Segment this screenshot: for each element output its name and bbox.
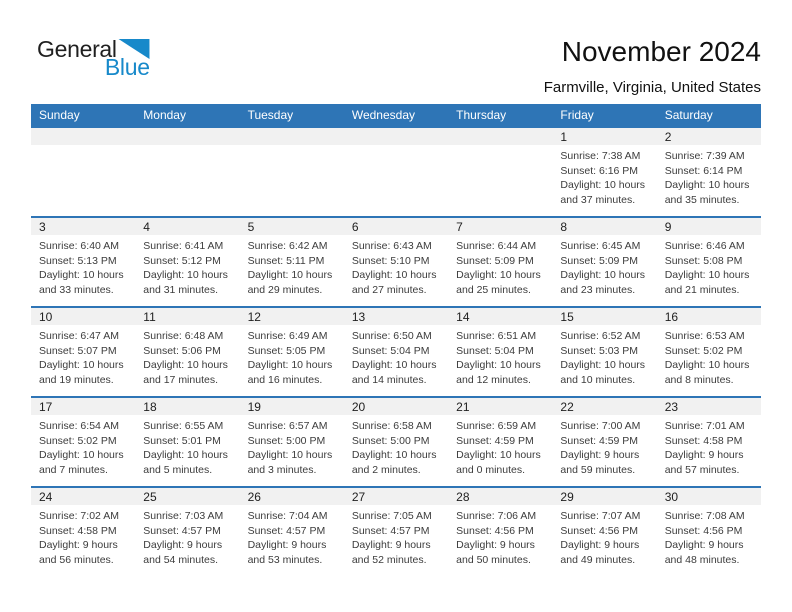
daylight-minutes-text: and 27 minutes. [351, 283, 427, 296]
daylight-minutes-text: and 8 minutes. [664, 373, 734, 386]
day-number: 19 [240, 398, 344, 415]
day-cell-6 [344, 218, 448, 306]
day-details [552, 145, 656, 207]
empty-day-number-strip [31, 128, 135, 145]
sunrise-text: Sunrise: 6:42 AM [247, 240, 328, 252]
day-details [240, 415, 344, 477]
day-details [657, 415, 761, 477]
daylight-minutes-text: and 48 minutes. [664, 553, 740, 566]
day-cell-17 [31, 398, 135, 486]
sunset-text: Sunset: 5:01 PM [143, 434, 221, 447]
daylight-hours-text: Daylight: 10 hours [560, 359, 646, 371]
day-details [31, 505, 135, 567]
day-details [552, 325, 656, 387]
day-cell-7 [448, 218, 552, 306]
sunset-text: Sunset: 5:02 PM [39, 434, 117, 447]
daylight-minutes-text: and 35 minutes. [664, 193, 740, 206]
day-number: 3 [31, 218, 135, 235]
day-details [135, 415, 239, 477]
day-cell-1 [552, 128, 656, 216]
day-cell-3 [31, 218, 135, 306]
day-cell-18 [135, 398, 239, 486]
day-cell-2 [657, 128, 761, 216]
day-cell-29 [552, 488, 656, 576]
day-cell-26 [240, 488, 344, 576]
sunrise-text: Sunrise: 7:08 AM [664, 510, 745, 522]
week-row-1 [31, 126, 761, 216]
day-details [657, 325, 761, 387]
daylight-hours-text: Daylight: 10 hours [143, 359, 228, 371]
day-details [240, 235, 344, 297]
sunrise-text: Sunrise: 7:00 AM [560, 420, 641, 432]
day-number: 15 [552, 308, 656, 325]
day-number: 10 [31, 308, 135, 325]
daylight-minutes-text: and 52 minutes. [351, 553, 427, 566]
daylight-minutes-text: and 53 minutes. [247, 553, 323, 566]
sunset-text: Sunset: 5:06 PM [143, 344, 221, 357]
daylight-hours-text: Daylight: 10 hours [351, 269, 437, 281]
sunrise-text: Sunrise: 6:53 AM [664, 330, 745, 342]
empty-day-number-strip [135, 128, 239, 145]
sunset-text: Sunset: 4:56 PM [456, 524, 534, 537]
daylight-minutes-text: and 3 minutes. [247, 463, 317, 476]
day-cell-14 [448, 308, 552, 396]
day-cell-4 [135, 218, 239, 306]
day-details [657, 505, 761, 567]
calendar-body [31, 126, 761, 576]
day-cell-16 [657, 308, 761, 396]
weekday-header-thursday: Thursday [456, 108, 507, 122]
daylight-minutes-text: and 5 minutes. [143, 463, 213, 476]
day-details [240, 505, 344, 567]
empty-day-number-strip [344, 128, 448, 145]
sunrise-text: Sunrise: 7:38 AM [560, 150, 641, 162]
day-details [31, 235, 135, 297]
sunrise-text: Sunrise: 6:51 AM [456, 330, 537, 342]
daylight-hours-text: Daylight: 10 hours [664, 269, 750, 281]
day-cell-9 [657, 218, 761, 306]
daylight-hours-text: Daylight: 10 hours [247, 359, 333, 371]
day-details [344, 505, 448, 567]
day-number: 18 [135, 398, 239, 415]
calendar-table [31, 104, 761, 576]
sunrise-text: Sunrise: 6:44 AM [456, 240, 537, 252]
day-cell-8 [552, 218, 656, 306]
daylight-hours-text: Daylight: 9 hours [560, 539, 640, 551]
daylight-minutes-text: and 59 minutes. [560, 463, 636, 476]
day-number: 29 [552, 488, 656, 505]
day-cell-27 [344, 488, 448, 576]
sunrise-text: Sunrise: 6:58 AM [351, 420, 432, 432]
sunset-text: Sunset: 4:59 PM [560, 434, 639, 447]
weekday-header-friday: Friday [560, 108, 594, 122]
day-number: 7 [448, 218, 552, 235]
sunrise-text: Sunrise: 7:02 AM [39, 510, 119, 522]
daylight-minutes-text: and 31 minutes. [143, 283, 218, 296]
empty-day-cell [448, 128, 552, 216]
day-cell-21 [448, 398, 552, 486]
sunrise-text: Sunrise: 6:46 AM [664, 240, 745, 252]
day-cell-11 [135, 308, 239, 396]
day-number: 9 [657, 218, 761, 235]
day-details [448, 325, 552, 387]
day-cell-23 [657, 398, 761, 486]
sunrise-text: Sunrise: 7:06 AM [456, 510, 537, 522]
daylight-hours-text: Daylight: 9 hours [143, 539, 223, 551]
daylight-hours-text: Daylight: 9 hours [560, 449, 640, 461]
sunset-text: Sunset: 4:57 PM [247, 524, 326, 537]
sunrise-text: Sunrise: 6:40 AM [39, 240, 119, 252]
day-details [657, 235, 761, 297]
sunrise-text: Sunrise: 6:54 AM [39, 420, 119, 432]
day-number: 12 [240, 308, 344, 325]
empty-day-cell [135, 128, 239, 216]
daylight-hours-text: Daylight: 10 hours [39, 269, 124, 281]
day-details [657, 145, 761, 207]
sunset-text: Sunset: 5:09 PM [560, 254, 639, 267]
daylight-hours-text: Daylight: 9 hours [247, 539, 327, 551]
daylight-minutes-text: and 16 minutes. [247, 373, 323, 386]
daylight-hours-text: Daylight: 9 hours [456, 539, 535, 551]
daylight-minutes-text: and 10 minutes. [560, 373, 636, 386]
daylight-minutes-text: and 54 minutes. [143, 553, 218, 566]
day-details [344, 415, 448, 477]
day-cell-12 [240, 308, 344, 396]
day-details [135, 235, 239, 297]
empty-day-cell [344, 128, 448, 216]
logo-text-general: General [37, 36, 117, 62]
day-details [344, 325, 448, 387]
daylight-hours-text: Daylight: 10 hours [351, 449, 437, 461]
day-number: 8 [552, 218, 656, 235]
weekday-header-monday: Monday [143, 108, 186, 122]
day-number: 6 [344, 218, 448, 235]
day-details [448, 235, 552, 297]
daylight-hours-text: Daylight: 10 hours [143, 269, 228, 281]
daylight-hours-text: Daylight: 10 hours [39, 449, 124, 461]
day-number: 20 [344, 398, 448, 415]
daylight-hours-text: Daylight: 10 hours [456, 269, 541, 281]
daylight-hours-text: Daylight: 10 hours [143, 449, 228, 461]
daylight-minutes-text: and 37 minutes. [560, 193, 636, 206]
daylight-hours-text: Daylight: 9 hours [664, 449, 744, 461]
page-subtitle: Farmville, Virginia, United States [543, 79, 761, 97]
daylight-hours-text: Daylight: 9 hours [664, 539, 744, 551]
day-details [135, 325, 239, 387]
empty-day-number-strip [448, 128, 552, 145]
sunset-text: Sunset: 6:16 PM [560, 164, 639, 177]
daylight-minutes-text: and 12 minutes. [456, 373, 531, 386]
sunset-text: Sunset: 4:57 PM [143, 524, 221, 537]
day-details [31, 325, 135, 387]
day-number: 30 [657, 488, 761, 505]
day-number: 22 [552, 398, 656, 415]
weekday-header-sunday: Sunday [39, 108, 80, 122]
daylight-hours-text: Daylight: 10 hours [351, 359, 437, 371]
sunrise-text: Sunrise: 6:50 AM [351, 330, 432, 342]
day-number: 16 [657, 308, 761, 325]
sunrise-text: Sunrise: 6:48 AM [143, 330, 224, 342]
page-title: November 2024 [561, 36, 761, 67]
sunrise-text: Sunrise: 6:45 AM [560, 240, 641, 252]
day-details [344, 235, 448, 297]
sunrise-text: Sunrise: 7:01 AM [664, 420, 745, 432]
sunset-text: Sunset: 5:04 PM [351, 344, 430, 357]
day-number: 23 [657, 398, 761, 415]
sunrise-text: Sunrise: 6:55 AM [143, 420, 224, 432]
day-number: 27 [344, 488, 448, 505]
day-number: 5 [240, 218, 344, 235]
daylight-hours-text: Daylight: 9 hours [351, 539, 431, 551]
sunrise-text: Sunrise: 6:52 AM [560, 330, 641, 342]
general-blue-logo [37, 38, 150, 79]
empty-day-cell [240, 128, 344, 216]
week-row-2 [31, 216, 761, 306]
daylight-minutes-text: and 25 minutes. [456, 283, 531, 296]
daylight-minutes-text: and 56 minutes. [39, 553, 114, 566]
day-details [448, 415, 552, 477]
day-cell-22 [552, 398, 656, 486]
daylight-hours-text: Daylight: 10 hours [39, 359, 124, 371]
daylight-minutes-text: and 17 minutes. [143, 373, 218, 386]
daylight-hours-text: Daylight: 10 hours [456, 359, 541, 371]
sunset-text: Sunset: 5:00 PM [351, 434, 430, 447]
sunset-text: Sunset: 5:09 PM [456, 254, 534, 267]
sunrise-text: Sunrise: 6:43 AM [351, 240, 432, 252]
day-cell-25 [135, 488, 239, 576]
sunrise-text: Sunrise: 6:59 AM [456, 420, 537, 432]
sunset-text: Sunset: 5:13 PM [39, 254, 117, 267]
sunrise-text: Sunrise: 6:47 AM [39, 330, 119, 342]
sunset-text: Sunset: 4:56 PM [664, 524, 743, 537]
sunset-text: Sunset: 4:59 PM [456, 434, 534, 447]
day-details [448, 505, 552, 567]
day-details [31, 415, 135, 477]
day-number: 25 [135, 488, 239, 505]
sunset-text: Sunset: 6:14 PM [664, 164, 743, 177]
day-cell-20 [344, 398, 448, 486]
day-details [552, 235, 656, 297]
day-cell-30 [657, 488, 761, 576]
weekday-header-saturday: Saturday [664, 108, 713, 122]
sunset-text: Sunset: 4:56 PM [560, 524, 639, 537]
sunrise-text: Sunrise: 7:07 AM [560, 510, 641, 522]
daylight-minutes-text: and 33 minutes. [39, 283, 114, 296]
daylight-hours-text: Daylight: 10 hours [560, 269, 646, 281]
daylight-hours-text: Daylight: 10 hours [664, 359, 750, 371]
daylight-minutes-text: and 2 minutes. [351, 463, 421, 476]
daylight-minutes-text: and 21 minutes. [664, 283, 740, 296]
sunset-text: Sunset: 4:58 PM [39, 524, 117, 537]
day-number: 13 [344, 308, 448, 325]
daylight-minutes-text: and 29 minutes. [247, 283, 323, 296]
daylight-minutes-text: and 57 minutes. [664, 463, 740, 476]
daylight-minutes-text: and 0 minutes. [456, 463, 526, 476]
daylight-hours-text: Daylight: 10 hours [247, 269, 333, 281]
day-cell-5 [240, 218, 344, 306]
day-cell-10 [31, 308, 135, 396]
sunset-text: Sunset: 4:57 PM [351, 524, 430, 537]
daylight-minutes-text: and 19 minutes. [39, 373, 114, 386]
sunset-text: Sunset: 5:05 PM [247, 344, 326, 357]
day-number: 4 [135, 218, 239, 235]
sunrise-text: Sunrise: 7:05 AM [351, 510, 432, 522]
day-cell-24 [31, 488, 135, 576]
day-number: 24 [31, 488, 135, 505]
day-details [240, 325, 344, 387]
daylight-hours-text: Daylight: 10 hours [560, 179, 646, 191]
day-number: 26 [240, 488, 344, 505]
empty-day-cell [31, 128, 135, 216]
weekday-header-row [31, 104, 761, 126]
weekday-header-wednesday: Wednesday [351, 108, 415, 122]
day-details [135, 505, 239, 567]
day-cell-19 [240, 398, 344, 486]
weekday-header-tuesday: Tuesday [247, 108, 294, 122]
title-block [544, 36, 761, 96]
day-number: 11 [135, 308, 239, 325]
sunset-text: Sunset: 5:08 PM [664, 254, 743, 267]
sunset-text: Sunset: 5:11 PM [247, 254, 325, 267]
daylight-minutes-text: and 7 minutes. [39, 463, 108, 476]
sunset-text: Sunset: 5:10 PM [351, 254, 430, 267]
day-details [552, 415, 656, 477]
logo-text-blue: Blue [104, 54, 150, 80]
sunrise-text: Sunrise: 6:41 AM [143, 240, 224, 252]
sunset-text: Sunset: 5:04 PM [456, 344, 534, 357]
day-cell-28 [448, 488, 552, 576]
sunset-text: Sunset: 5:02 PM [664, 344, 743, 357]
daylight-minutes-text: and 23 minutes. [560, 283, 636, 296]
daylight-hours-text: Daylight: 10 hours [456, 449, 541, 461]
week-row-5 [31, 486, 761, 576]
day-number: 21 [448, 398, 552, 415]
daylight-hours-text: Daylight: 10 hours [247, 449, 333, 461]
day-details [552, 505, 656, 567]
daylight-minutes-text: and 14 minutes. [351, 373, 427, 386]
daylight-hours-text: Daylight: 9 hours [39, 539, 118, 551]
sunrise-text: Sunrise: 7:39 AM [664, 150, 745, 162]
sunrise-text: Sunrise: 7:03 AM [143, 510, 224, 522]
day-number: 1 [552, 128, 656, 145]
daylight-hours-text: Daylight: 10 hours [664, 179, 750, 191]
sunrise-text: Sunrise: 6:57 AM [247, 420, 328, 432]
sunset-text: Sunset: 5:07 PM [39, 344, 117, 357]
week-row-3 [31, 306, 761, 396]
sunset-text: Sunset: 5:03 PM [560, 344, 639, 357]
day-cell-13 [344, 308, 448, 396]
day-number: 17 [31, 398, 135, 415]
day-number: 2 [657, 128, 761, 145]
day-number: 28 [448, 488, 552, 505]
empty-day-number-strip [240, 128, 344, 145]
sunset-text: Sunset: 4:58 PM [664, 434, 743, 447]
daylight-minutes-text: and 50 minutes. [456, 553, 531, 566]
day-cell-15 [552, 308, 656, 396]
sunset-text: Sunset: 5:00 PM [247, 434, 326, 447]
daylight-minutes-text: and 49 minutes. [560, 553, 636, 566]
week-row-4 [31, 396, 761, 486]
sunrise-text: Sunrise: 6:49 AM [247, 330, 328, 342]
day-number: 14 [448, 308, 552, 325]
sunrise-text: Sunrise: 7:04 AM [247, 510, 328, 522]
sunset-text: Sunset: 5:12 PM [143, 254, 221, 267]
